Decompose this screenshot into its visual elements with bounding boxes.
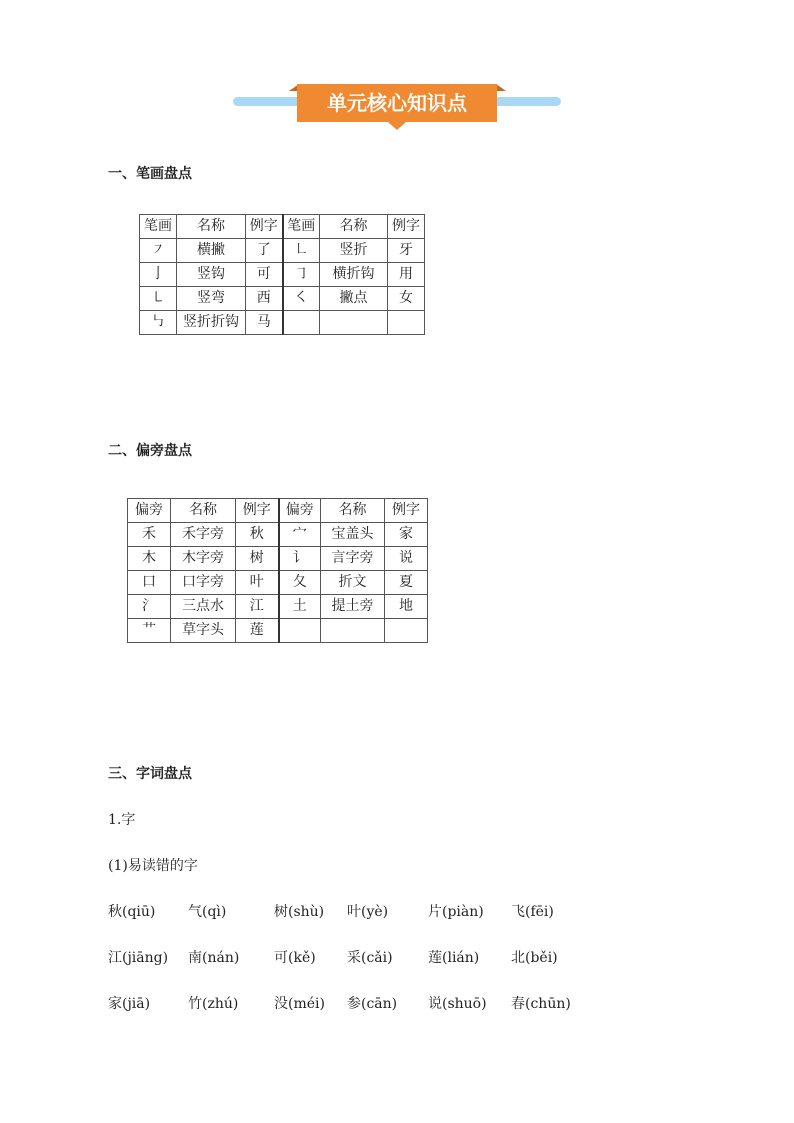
radical-table-cell: 讠 [279, 547, 321, 571]
stroke-table-row [140, 263, 425, 287]
banner-title: 单元核心知识点 [297, 84, 497, 122]
radical-table-cell: 口字旁 [171, 571, 236, 595]
pinyin-word: 竹(zhú) [188, 996, 239, 1012]
radical-table-header-cell: 例字 [385, 499, 428, 523]
stroke-table-header-cell: 例字 [388, 215, 425, 239]
radical-table [127, 498, 428, 643]
radical-table-cell: 土 [279, 595, 321, 619]
radical-table-cell: 口 [128, 571, 171, 595]
stroke-table-row [140, 239, 425, 263]
radical-table-cell: 说 [385, 547, 428, 571]
radical-table-header-cell: 偏旁 [279, 499, 321, 523]
stroke-table-header-row [140, 215, 425, 239]
stroke-table-cell: 亅 [140, 263, 177, 287]
radical-table-cell: 宀 [279, 523, 321, 547]
radical-table-cell: 提土旁 [321, 595, 385, 619]
radical-table-cell: 禾 [128, 523, 171, 547]
radical-table-cell: 禾字旁 [171, 523, 236, 547]
pinyin-word: 家(jiā) [108, 996, 151, 1012]
misread-characters-subheading: (1)易读错的字 [108, 858, 198, 874]
stroke-table-cell: 用 [388, 263, 425, 287]
stroke-table-cell: 女 [388, 287, 425, 311]
radical-table-cell: 夏 [385, 571, 428, 595]
pinyin-word: 采(cǎi) [347, 950, 393, 966]
stroke-table-cell: 竖折折钩 [177, 311, 246, 335]
radical-table-cell: 言字旁 [321, 547, 385, 571]
stroke-table-cell [283, 311, 320, 335]
stroke-table-cell: ㇇ [140, 239, 177, 263]
radical-table-row [128, 595, 428, 619]
stroke-table-cell: 牙 [388, 239, 425, 263]
radical-table-cell: 叶 [236, 571, 279, 595]
stroke-table-cell: ㇗ [283, 239, 320, 263]
radical-table-header-cell: 名称 [171, 499, 236, 523]
stroke-table-cell [388, 311, 425, 335]
words-heading: 三、字词盘点 [108, 766, 192, 782]
radical-table-cell: 莲 [236, 619, 279, 643]
pinyin-word: 片(piàn) [428, 904, 484, 920]
stroke-table-cell: 了 [246, 239, 283, 263]
pinyin-word: 可(kě) [274, 950, 316, 966]
stroke-table-row [140, 311, 425, 335]
pinyin-word: 没(méi) [274, 996, 325, 1012]
radical-table-cell: 艹 [128, 619, 171, 643]
stroke-table-header-cell: 笔画 [140, 215, 177, 239]
stroke-table-cell [320, 311, 388, 335]
pinyin-word: 参(cān) [347, 996, 398, 1012]
stroke-table-cell: ㇆ [283, 263, 320, 287]
banner-fold-right [496, 84, 506, 91]
stroke-table-cell: 竖折 [320, 239, 388, 263]
stroke-table-cell: 撇点 [320, 287, 388, 311]
radical-table-cell: 三点水 [171, 595, 236, 619]
stroke-table-cell: ㇛ [283, 287, 320, 311]
stroke-table-cell: ㇉ [140, 311, 177, 335]
radicals-heading: 二、偏旁盘点 [108, 443, 192, 459]
stroke-table-header-cell: 笔画 [283, 215, 320, 239]
radical-table-cell: 宝盖头 [321, 523, 385, 547]
radical-table-cell: 江 [236, 595, 279, 619]
pinyin-word: 莲(lián) [428, 950, 480, 966]
pinyin-word: 江(jiāng) [108, 950, 169, 966]
radical-table-cell: 秋 [236, 523, 279, 547]
pinyin-word: 北(běi) [511, 950, 558, 966]
stroke-table-cell: ㇄ [140, 287, 177, 311]
stroke-table-cell: 马 [246, 311, 283, 335]
pinyin-word: 说(shuō) [428, 996, 487, 1012]
stroke-table-header-cell: 例字 [246, 215, 283, 239]
radical-table-cell: 氵 [128, 595, 171, 619]
strokes-heading: 一、笔画盘点 [108, 166, 192, 182]
radical-table-header-cell: 偏旁 [128, 499, 171, 523]
banner-pointer [388, 122, 406, 130]
pinyin-word: 春(chūn) [511, 996, 571, 1012]
radical-table-row [128, 547, 428, 571]
radical-table-cell: 木字旁 [171, 547, 236, 571]
radical-table-cell: 草字头 [171, 619, 236, 643]
radical-table-cell: 折文 [321, 571, 385, 595]
stroke-table-cell: 竖弯 [177, 287, 246, 311]
stroke-table-cell: 西 [246, 287, 283, 311]
radical-table-cell: 树 [236, 547, 279, 571]
pinyin-word: 树(shù) [274, 904, 325, 920]
radical-table-cell: 家 [385, 523, 428, 547]
radical-table-row [128, 523, 428, 547]
radical-table-header-row [128, 499, 428, 523]
radical-table-cell [279, 619, 321, 643]
radical-table-cell: 地 [385, 595, 428, 619]
stroke-table-header-cell: 名称 [320, 215, 388, 239]
stroke-table-cell: 可 [246, 263, 283, 287]
radical-table-cell: 夂 [279, 571, 321, 595]
pinyin-word: 飞(fēi) [511, 904, 554, 920]
section-banner [233, 84, 563, 132]
radical-table-cell [321, 619, 385, 643]
radical-table-row [128, 619, 428, 643]
stroke-table-cell: 竖钩 [177, 263, 246, 287]
radical-table-header-cell: 例字 [236, 499, 279, 523]
stroke-table [139, 214, 425, 335]
radical-table-cell: 木 [128, 547, 171, 571]
pinyin-word: 气(qì) [188, 904, 227, 920]
radical-table-header-cell: 名称 [321, 499, 385, 523]
pinyin-word: 叶(yè) [347, 904, 389, 920]
stroke-table-cell: 横撇 [177, 239, 246, 263]
stroke-table-row [140, 287, 425, 311]
stroke-table-cell: 横折钩 [320, 263, 388, 287]
characters-subheading: 1.字 [108, 812, 136, 828]
radical-table-row [128, 571, 428, 595]
stroke-table-header-cell: 名称 [177, 215, 246, 239]
pinyin-word: 秋(qiū) [108, 904, 156, 920]
radical-table-cell [385, 619, 428, 643]
pinyin-word: 南(nán) [188, 950, 240, 966]
